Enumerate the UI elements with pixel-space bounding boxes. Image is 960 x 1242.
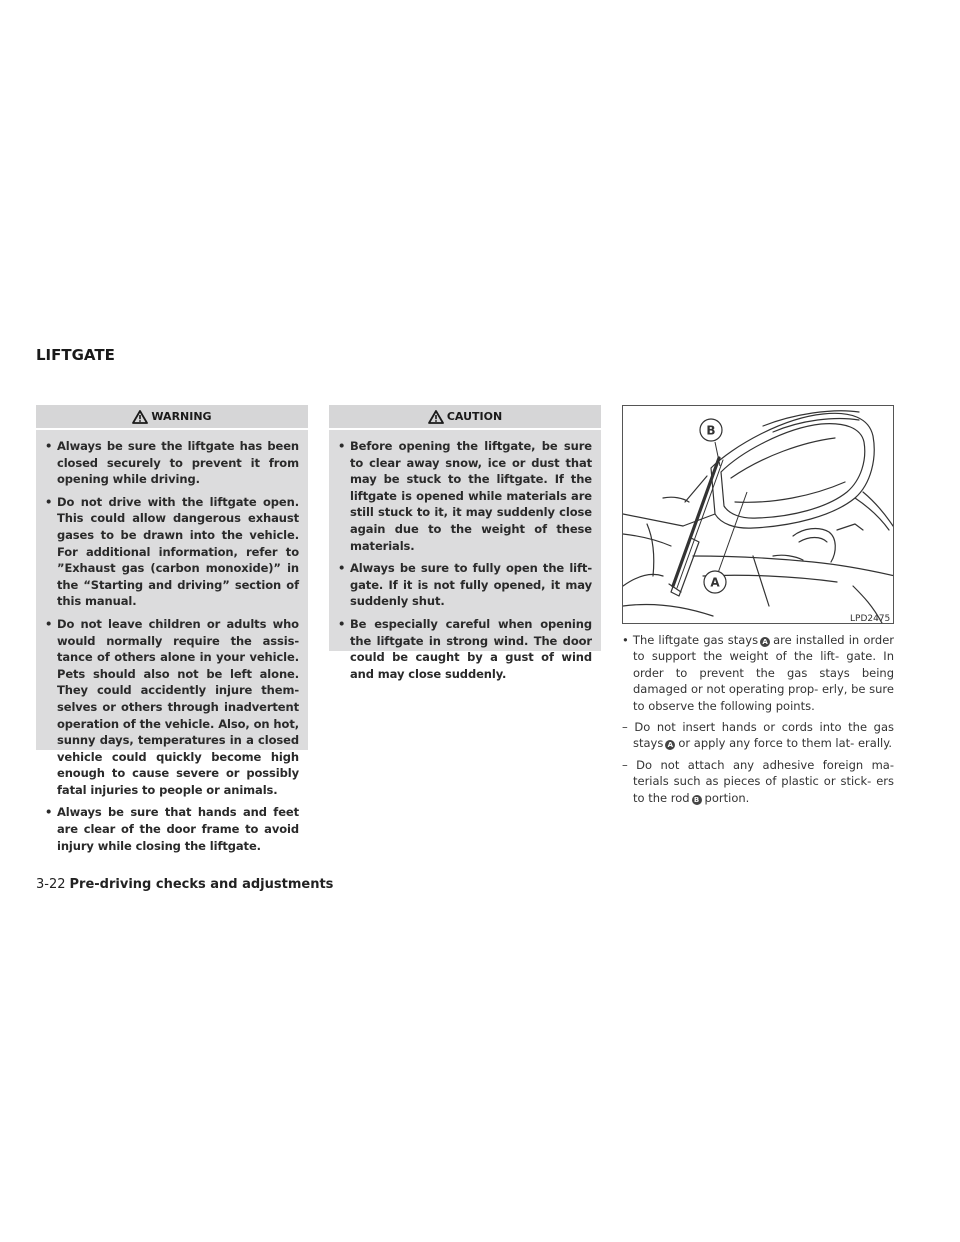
warning-item: • Do not drive with the liftgate open. This could allow dangerous exhaust gases to be drawn into the vehicle. For additional information, refer to ”Exhaust gas (carbon monoxide)” in the “Starting and driving” section of this manual.: [45, 494, 299, 610]
point-2: [622, 757, 894, 806]
liftgate-illustration: [622, 405, 894, 624]
caution-header: [329, 405, 601, 430]
marker-a: A: [665, 740, 675, 750]
marker-a: A: [760, 637, 770, 647]
warning-header: [36, 405, 308, 430]
marker-b: B: [692, 795, 702, 805]
warning-item: • Do not leave children or adults who would normally require the assis- tance of others alone in your vehicle. Pets should also not be left alone. They could accidently injure them- selves or others through inadvertent operation of the vehicle. Also, on hot, sunny days, temperatures in a closed vehicle could quickly become high enough to cause severe or possibly fatal injuries to people or animals.: [45, 616, 299, 799]
page-number: 3-22: [36, 877, 66, 892]
text-span: – Do not insert hands or cords into the gas stays: [622, 720, 894, 751]
warning-item: • Always be sure that hands and feet are clear of the door frame to avoid injury while closing the liftgate.: [45, 804, 299, 854]
body-text: [622, 632, 894, 811]
caution-box: [329, 405, 601, 681]
figure-code: LPD2475: [850, 614, 891, 624]
text-span: • The liftgate gas stays: [622, 633, 759, 647]
section-title: LIFTGATE: [36, 346, 115, 364]
text-span: or apply any force to them lat- erally.: [678, 736, 893, 751]
label-b: B: [706, 423, 716, 438]
caution-item: • Be especially careful when opening the liftgate in strong wind. The door could be caught by a gust of wind and may close suddenly.: [338, 616, 592, 682]
gas-stays-paragraph: [622, 632, 894, 714]
caution-list: [329, 430, 601, 682]
warning-title: WARNING: [151, 410, 212, 423]
caution-item: • Always be sure to fully open the lift- gate. If it is not fully opened, it may suddenly shut.: [338, 560, 592, 610]
caution-triangle-icon: [428, 410, 444, 424]
text-span: are installed in order to support the weight of the lift- gate. In order to prevent the gas stays being damaged or not operating prop- erly, be sure to observe the following points.: [633, 633, 894, 713]
liftgate-drawing: [623, 406, 894, 624]
warning-item: • Always be sure the liftgate has been closed securely to prevent it from opening while driving.: [45, 438, 299, 488]
warning-box: [36, 405, 308, 853]
text-span: portion.: [704, 790, 750, 805]
label-a: A: [710, 575, 720, 590]
caution-item: • Before opening the liftgate, be sure to clear away snow, ice or dust that may be stuck to the liftgate. If the liftgate is opened while materials are still stuck to it, it may suddenly close again due to the weight of these materials.: [338, 438, 592, 554]
footer-section: Pre-driving checks and adjustments: [69, 877, 334, 892]
warning-list: [36, 430, 308, 854]
caution-title: CAUTION: [446, 410, 503, 423]
point-1: [622, 719, 894, 752]
text-span: – Do not attach any adhesive foreign ma- terials such as pieces of plastic or stick- ers to the rod: [622, 757, 894, 805]
warning-triangle-icon: [132, 410, 148, 424]
page-footer: [36, 877, 333, 892]
